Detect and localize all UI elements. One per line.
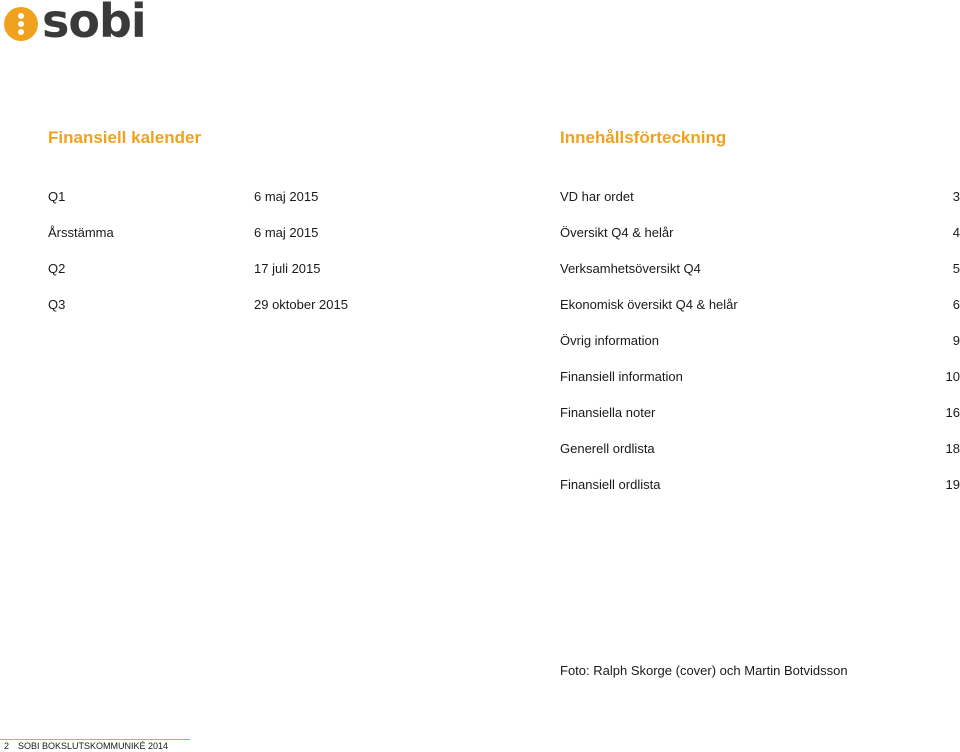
- calendar-row: [48, 189, 368, 205]
- toc-item[interactable]: [560, 297, 960, 313]
- toc-item-page: 4: [952, 225, 960, 240]
- calendar-date: 17 juli 2015: [254, 261, 321, 276]
- calendar-row: [48, 225, 368, 241]
- toc-item-page: 9: [952, 333, 960, 348]
- toc-item-title: Verksamhetsöversikt Q4: [560, 261, 701, 276]
- footer-label: SOBI BOKSLUTSKOMMUNIKÉ 2014: [18, 741, 169, 751]
- toc-item-page: 16: [945, 405, 960, 420]
- toc-item-title: VD har ordet: [560, 189, 634, 204]
- toc-item[interactable]: [560, 261, 960, 277]
- calendar-title: Finansiell kalender: [48, 128, 202, 147]
- toc-item[interactable]: [560, 405, 960, 421]
- toc-item-title: Finansiella noter: [560, 405, 656, 420]
- toc-item[interactable]: [560, 477, 960, 493]
- calendar-period: Q3: [48, 297, 66, 312]
- toc-item-title: Ekonomisk översikt Q4 & helår: [560, 297, 738, 312]
- toc-item[interactable]: [560, 189, 960, 205]
- toc-item-title: Generell ordlista: [560, 441, 655, 456]
- calendar-date: 6 maj 2015: [254, 189, 319, 204]
- calendar-date: 29 oktober 2015: [254, 297, 348, 312]
- calendar-period: Q1: [48, 189, 66, 204]
- toc-item[interactable]: [560, 333, 960, 349]
- footer-page-number: 2: [4, 741, 10, 751]
- toc-title: Innehållsförteckning: [560, 128, 727, 147]
- sobi-logo: [4, 0, 146, 48]
- toc-item[interactable]: [560, 225, 960, 241]
- toc-item-title: Övrig information: [560, 333, 659, 348]
- photo-credit: Foto: Ralph Skorge (cover) och Martin Botvidsson: [560, 663, 848, 678]
- toc-item-page: 19: [945, 477, 960, 492]
- calendar-date: 6 maj 2015: [254, 225, 319, 240]
- toc-item-title: Översikt Q4 & helår: [560, 225, 674, 240]
- logo-wordmark: sobi: [42, 0, 146, 48]
- calendar-period: Q2: [48, 261, 66, 276]
- calendar-row: [48, 297, 368, 313]
- calendar-period: Årsstämma: [48, 225, 114, 240]
- toc-item-title: Finansiell ordlista: [560, 477, 661, 492]
- toc-item-title: Finansiell information: [560, 369, 683, 384]
- toc-item[interactable]: [560, 441, 960, 457]
- calendar-row: [48, 261, 368, 277]
- page-footer: [4, 740, 168, 752]
- toc-item-page: 3: [952, 189, 960, 204]
- sobi-dots-logo-icon: [4, 7, 38, 41]
- toc-item-page: 6: [952, 297, 960, 312]
- toc-item-page: 10: [945, 369, 960, 384]
- toc-item-page: 5: [952, 261, 960, 276]
- toc-item-page: 18: [945, 441, 960, 456]
- toc-item[interactable]: [560, 369, 960, 385]
